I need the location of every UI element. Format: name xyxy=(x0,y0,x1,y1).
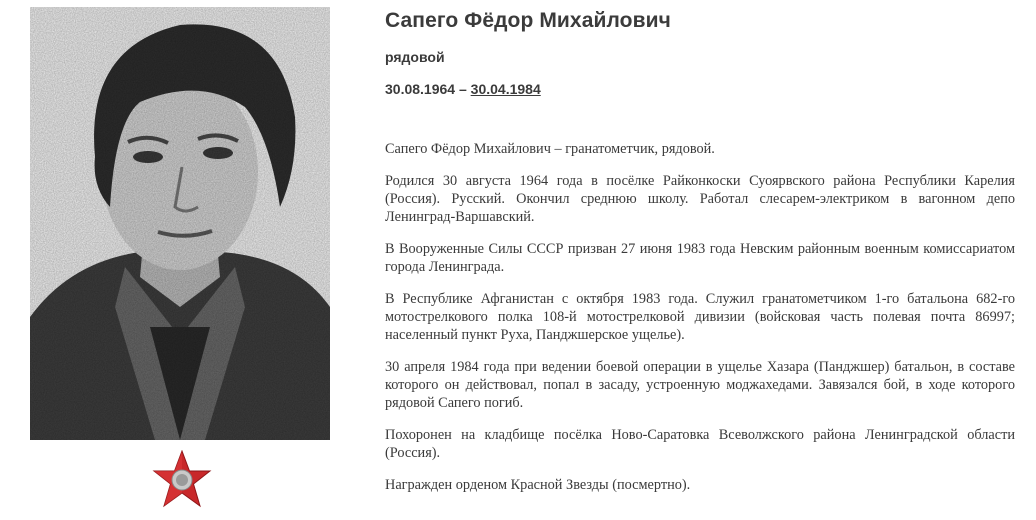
bio-paragraph: Награжден орденом Красной Звезды (посмертно). xyxy=(385,477,691,493)
bio-paragraph: Сапего Фёдор Михайлович – гранатометчик, рядовой. xyxy=(385,141,715,157)
portrait-photo xyxy=(30,7,330,440)
red-star-order-icon xyxy=(152,450,212,508)
bio-paragraph: Родился 30 августа 1964 года в посёлке Райконкоски Суоярвского района Республики Карелия (Россия). Русский. Окончил среднюю школу. Работал слесарем-электриком в вагонном депо Ленинград-Варшавский. xyxy=(385,173,1015,225)
date-separator: – xyxy=(458,81,467,97)
bio-paragraph: В Республике Афганистан с октября 1983 года. Служил гранатометчиком 1-го батальона 682-го мотострелкового полка 108-й мотострелковой дивизии (войсковая часть полевая почта 86997; населенный пункт Руха, Панджшерское ущелье). xyxy=(385,291,1015,343)
death-date-link[interactable]: 30.04.1984 xyxy=(470,81,541,97)
birth-date: 30.08.1964 xyxy=(385,81,456,97)
bio-paragraph: 30 апреля 1984 года при ведении боевой операции в ущелье Хазара (Панджшер) батальон, в составе которого он действовал, попал в засаду, устроенную моджахедами. Завязался бой, в ходе которого рядовой Сапего погиб. xyxy=(385,359,1015,411)
person-info xyxy=(385,0,1015,508)
bio-paragraph: В Вооруженные Силы СССР призван 27 июня 1983 года Невским районным военным комиссариатом города Ленинграда. xyxy=(385,241,1015,275)
life-dates xyxy=(385,81,1015,97)
person-name: Сапего Фёдор Михайлович xyxy=(385,9,671,32)
person-rank: рядовой xyxy=(385,49,445,65)
bio-paragraph: Похоронен на кладбище посёлка Ново-Саратовка Всеволжского района Ленинградской области (Россия). xyxy=(385,427,1015,461)
biography xyxy=(385,140,1015,494)
